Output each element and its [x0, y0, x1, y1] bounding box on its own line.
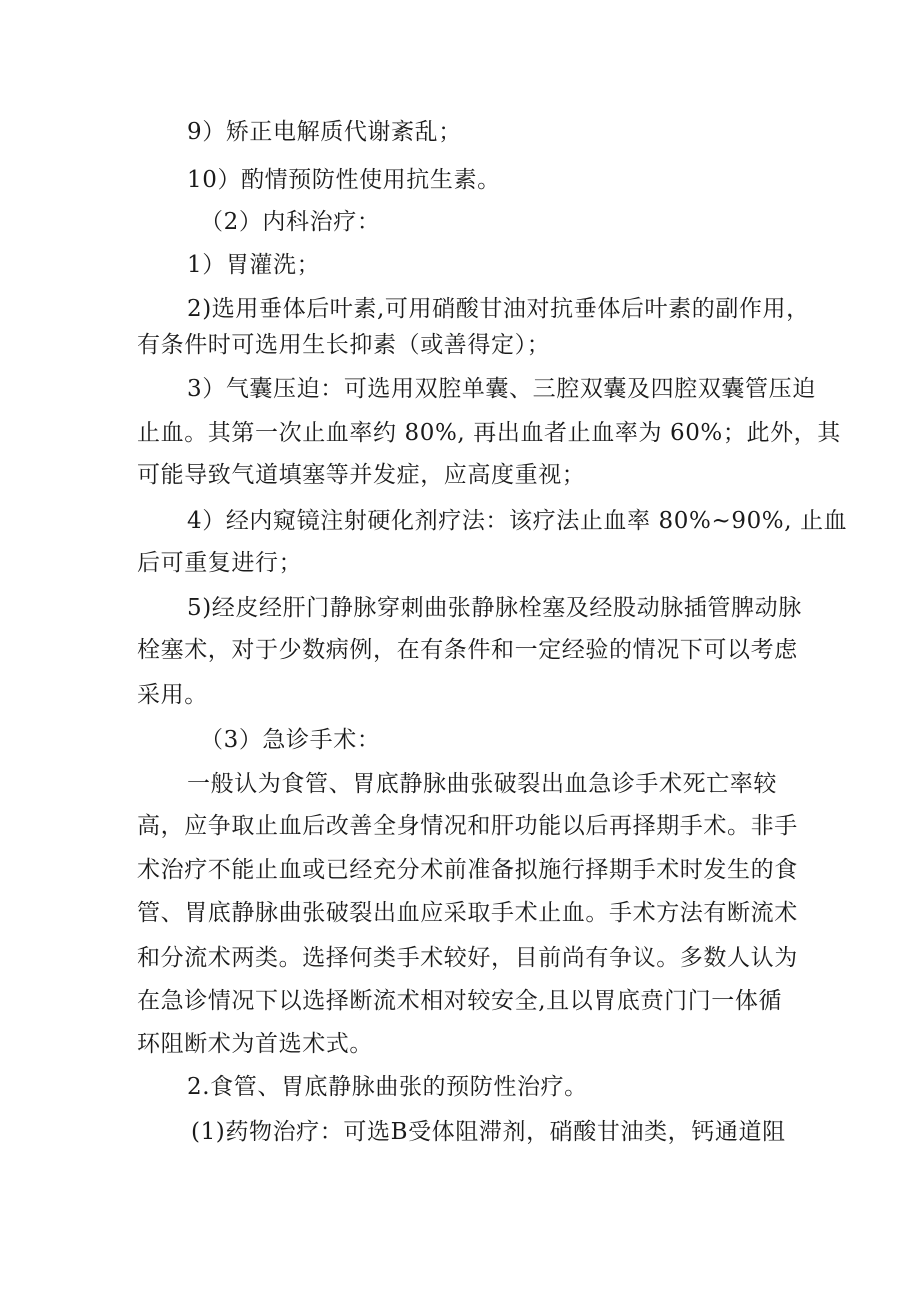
text-line-9: 可能导致气道填塞等并发症，应高度重视； [137, 462, 586, 488]
text-line-16: 一般认为食管、胃底静脉曲张破裂出血急诊手术死亡率较 [187, 771, 777, 797]
text-line-11: 后可重复进行； [137, 550, 303, 576]
section-heading-internal-treatment: （2）内科治疗： [200, 209, 381, 235]
text-line-20: 和分流术两类。选择何类手术较好，目前尚有争议。多数人认为 [137, 945, 798, 971]
text-line-10: 4）经内窥镜注射硬化剂疗法：该疗法止血率 80%~90%, 止血 [187, 508, 848, 534]
text-line-21: 在急诊情况下以选择断流术相对较安全,且以胃底贲门门一体循 [137, 988, 783, 1014]
text-line-14: 采用。 [137, 682, 208, 708]
text-line-13: 栓塞术，对于少数病例，在有条件和一定经验的情况下可以考虑 [137, 637, 798, 663]
text-line-5: 2)选用垂体后叶素,可用硝酸甘油对抗垂体后叶素的副作用， [187, 296, 810, 322]
section-heading-emergency-surgery: （3）急诊手术： [200, 727, 381, 753]
text-line-2: 10）酌情预防性使用抗生素。 [187, 167, 501, 193]
text-line-18: 术治疗不能止血或已经充分术前准备拟施行择期手术时发生的食 [137, 857, 798, 883]
text-line-24: (1)药物治疗：可选Β受体阻滞剂，硝酸甘油类，钙通道阻 [191, 1119, 786, 1145]
text-line-4: 1）胃灌洗； [187, 252, 321, 278]
text-line-8: 止血。其第一次止血率约 80%, 再出血者止血率为 60%；此外，其 [137, 420, 841, 446]
text-line-7: 3）气囊压迫：可选用双腔单囊、三腔双囊及四腔双囊管压迫 [187, 376, 816, 402]
text-line-6: 有条件时可选用生长抑素（或善得定）； [137, 332, 551, 358]
section-heading-preventive-treatment: 2.食管、胃底静脉曲张的预防性治疗。 [187, 1074, 588, 1100]
text-line-17: 高，应争取止血后改善全身情况和肝功能以后再择期手术。非手 [137, 813, 798, 839]
text-line-19: 管、胃底静脉曲张破裂出血应采取手术止血。手术方法有断流术 [137, 900, 798, 926]
text-line-1: 9）矫正电解质代谢紊乱； [187, 119, 462, 145]
text-line-22: 环阻断术为首选术式。 [137, 1031, 373, 1057]
text-line-12: 5)经皮经肝门静脉穿刺曲张静脉栓塞及经股动脉插管脾动脉 [187, 595, 802, 621]
